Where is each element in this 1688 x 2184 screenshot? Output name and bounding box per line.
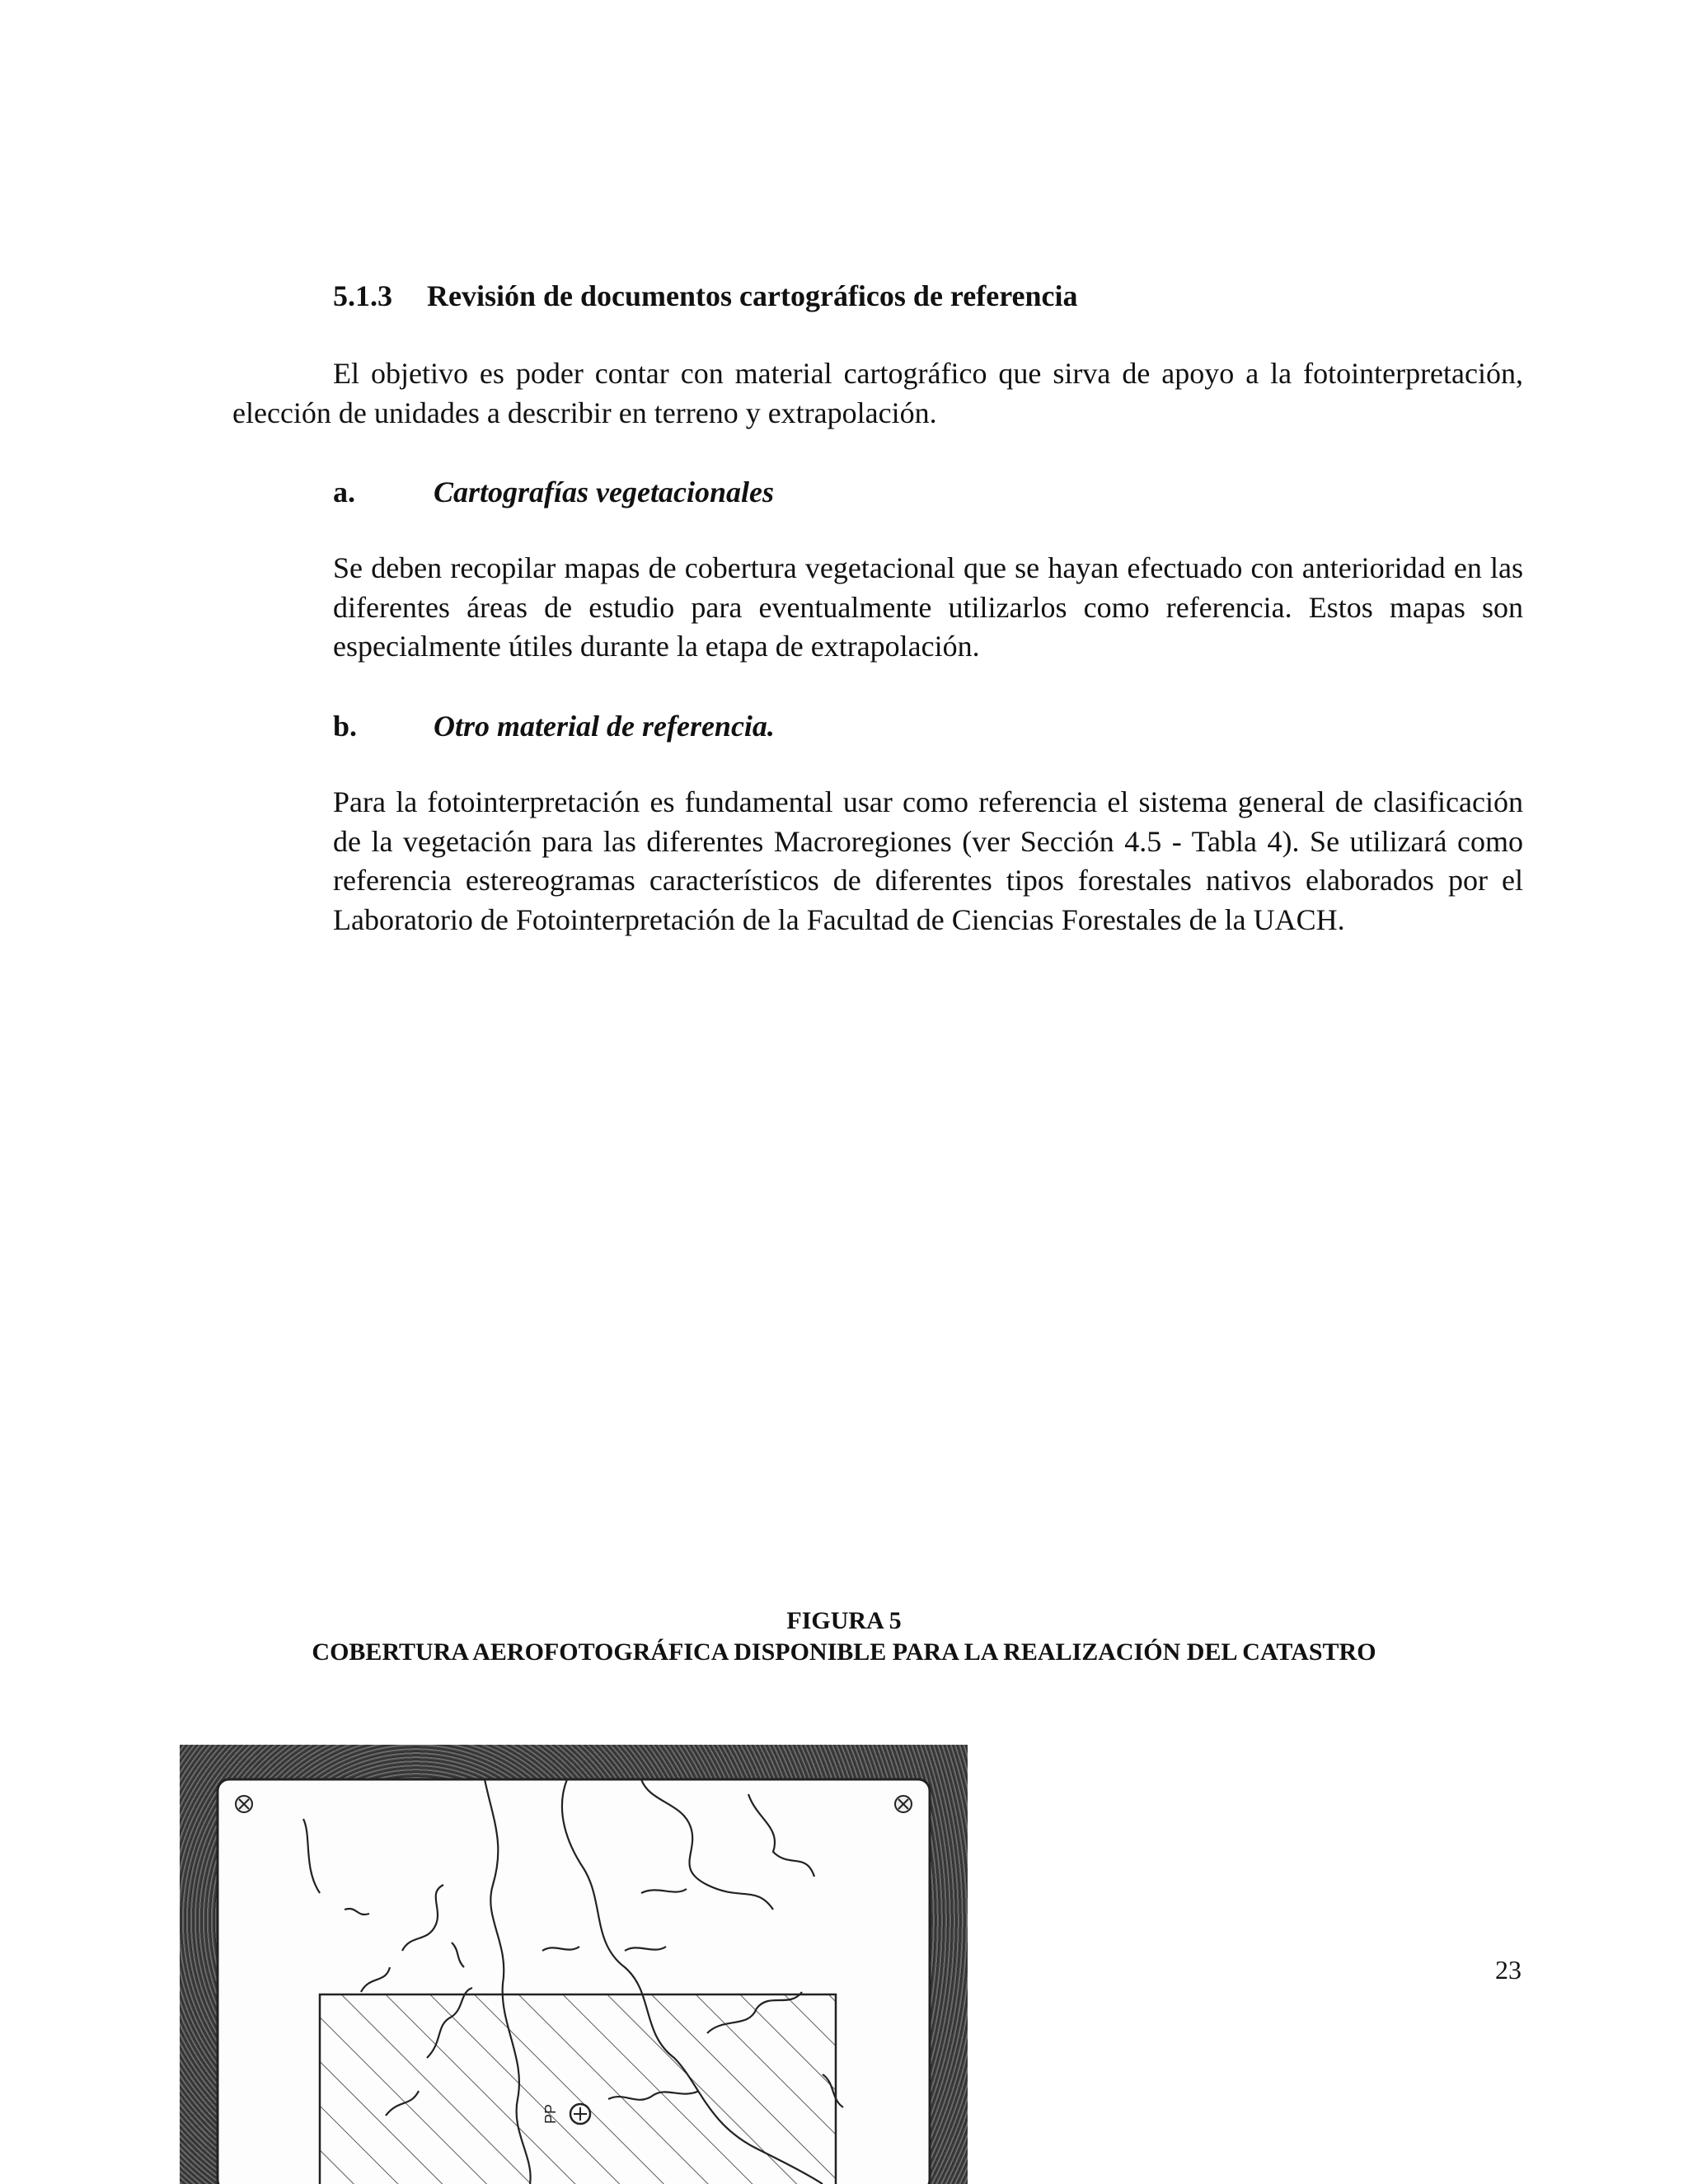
screw-icon — [236, 1796, 252, 1812]
coverage-area — [320, 1994, 836, 2184]
figure-label: FIGURA 5 — [786, 1607, 902, 1634]
subsection-a-paragraph: Se deben recopilar mapas de cobertura vegetacional que se hayan efectuado con anterioridad en las diferentes áreas de estudio para eventualmente utilizarlos como referencia. Estos mapas son especialmente útiles durante la etapa de extrapolación. — [333, 551, 1523, 663]
subsection-b-paragraph: Para la fotointerpretación es fundamental usar como referencia el sistema general de clasificación de la vegetación para las diferentes Macroregiones (ver Sección 4.5 - Tabla 4). Se utilizará como referencia estereogramas característicos de diferentes tipos forestales nativos elaborados por el Laboratorio de Fotointerpretación de la Facultad de Ciencias Forestales de la UACH. — [333, 785, 1523, 936]
subsection-b-letter: b. — [333, 710, 358, 743]
coverage-map — [180, 1745, 968, 2184]
page-number: 23 — [1495, 1955, 1522, 1985]
section-heading — [333, 279, 1078, 313]
section-title: Revisión de documentos cartográficos de referencia — [427, 279, 1078, 312]
section-number: 5.1.3 — [333, 279, 392, 312]
coverage-map-figure — [180, 1745, 968, 2184]
intro-paragraph: El objetivo es poder contar con material cartográfico que sirva de apoyo a la fotointerpretación, elección de unidades a describir en terreno y extrapolación. — [232, 357, 1523, 429]
subsection-b-title: Otro material de referencia. — [434, 710, 775, 743]
principal-point-label: PP — [542, 2103, 559, 2124]
figure-caption: COBERTURA AEROFOTOGRÁFICA DISPONIBLE PARA LA REALIZACIÓN DEL CATASTRO — [312, 1638, 1376, 1666]
screw-icon — [895, 1796, 912, 1812]
subsection-a-letter: a. — [333, 476, 355, 509]
subsection-a-title: Cartografías vegetacionales — [434, 476, 774, 509]
